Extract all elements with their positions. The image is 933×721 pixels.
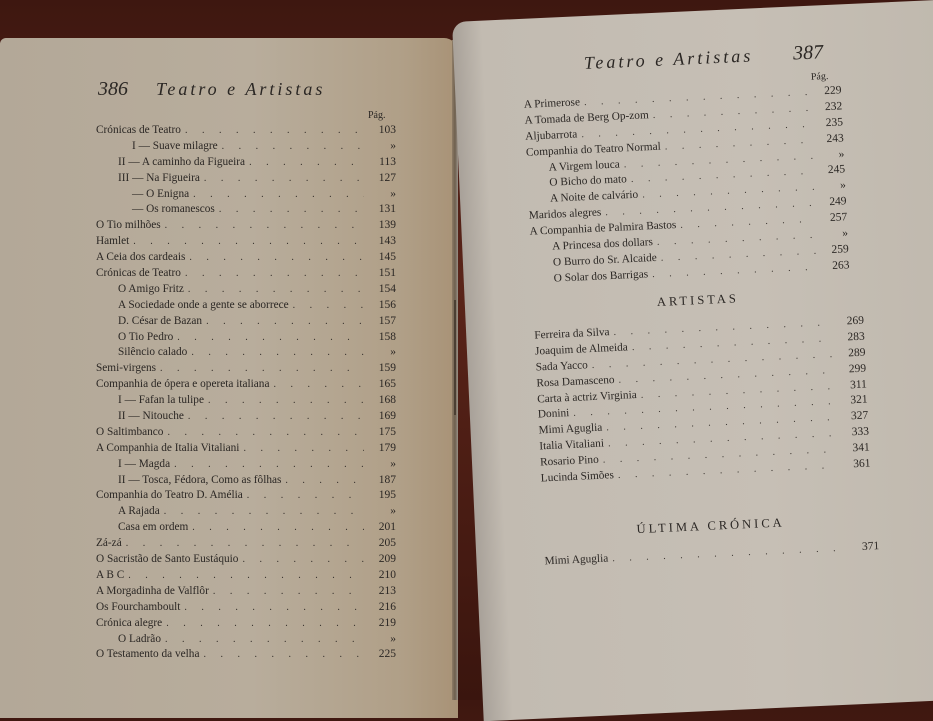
entry-title: A Virgem louca bbox=[548, 158, 620, 174]
entry-title: Mimi Aguglia bbox=[538, 421, 603, 437]
toc-entry bbox=[96, 394, 396, 410]
entry-page: 361 bbox=[852, 457, 871, 471]
running-title: Teatro e Artistas bbox=[583, 45, 754, 74]
toc-entry bbox=[96, 219, 396, 235]
entry-page: 201 bbox=[378, 521, 396, 534]
dot-leader bbox=[185, 125, 364, 136]
entry-page: 299 bbox=[848, 362, 867, 376]
toc-list bbox=[524, 84, 850, 289]
entry-title: Rosa Damasceno bbox=[536, 373, 615, 390]
dot-leader bbox=[249, 157, 364, 168]
toc-entry bbox=[96, 458, 396, 474]
entry-page: 209 bbox=[378, 553, 396, 566]
entry-title: A Noite de calvário bbox=[549, 189, 639, 206]
dot-leader bbox=[188, 284, 364, 295]
entry-title: Semi-virgens bbox=[96, 362, 157, 375]
entry-title: Hamlet bbox=[96, 235, 130, 248]
entry-title: III — Na Figueira bbox=[118, 171, 200, 184]
entry-title: A B C bbox=[96, 568, 125, 581]
entry-page: 269 bbox=[846, 314, 865, 328]
entry-page: 225 bbox=[378, 648, 396, 661]
entry-page: 168 bbox=[378, 394, 396, 407]
dot-leader bbox=[247, 490, 364, 501]
dot-leader bbox=[204, 173, 364, 184]
entry-page: 283 bbox=[847, 330, 865, 344]
toc-entry bbox=[96, 617, 396, 633]
entry-page: 143 bbox=[378, 235, 396, 248]
entry-page: 158 bbox=[378, 330, 396, 343]
pag-label: Pág. bbox=[368, 110, 386, 121]
toc-entry bbox=[96, 633, 396, 649]
entry-page: » bbox=[390, 632, 396, 645]
entry-title: Sada Yacco bbox=[535, 358, 589, 374]
toc-entry bbox=[96, 299, 396, 315]
entry-title: II — Nitouche bbox=[118, 410, 184, 423]
dot-leader bbox=[293, 300, 364, 311]
entry-title: Crónicas de Teatro bbox=[96, 124, 181, 136]
dot-leader bbox=[177, 332, 364, 343]
entry-page: 205 bbox=[378, 537, 396, 550]
dot-leader bbox=[213, 586, 364, 597]
dot-leader bbox=[164, 506, 364, 517]
entry-title: Mimi Aguglia bbox=[544, 552, 609, 568]
entry-page: » bbox=[390, 187, 396, 200]
entry-page: 169 bbox=[378, 410, 396, 423]
entry-page: 257 bbox=[829, 211, 848, 225]
entry-page: 145 bbox=[378, 251, 396, 264]
entry-title: Companhia de ópera e opereta italiana bbox=[96, 378, 270, 391]
entry-page: 113 bbox=[379, 155, 396, 168]
entry-page: 219 bbox=[378, 616, 396, 629]
dot-leader bbox=[612, 543, 848, 565]
dot-leader bbox=[203, 649, 364, 660]
entry-page: 371 bbox=[861, 540, 880, 553]
entry-title: Joaquim de Almeida bbox=[534, 341, 629, 358]
entry-title: O Bicho do mato bbox=[549, 173, 628, 190]
dot-leader bbox=[184, 602, 364, 613]
entry-title: A Rajada bbox=[118, 505, 160, 518]
entry-page: 327 bbox=[850, 409, 869, 423]
toc-entry bbox=[544, 540, 879, 571]
dot-leader bbox=[191, 347, 364, 358]
toc-entry bbox=[96, 331, 396, 347]
toc-entry bbox=[96, 585, 396, 601]
entry-title: Ferreira da Silva bbox=[534, 326, 610, 342]
entry-title: A Ceia dos cardeais bbox=[96, 251, 186, 264]
entry-page: 216 bbox=[378, 600, 396, 613]
toc-entry bbox=[96, 601, 396, 617]
entry-page: 321 bbox=[850, 393, 868, 407]
entry-title: Rosario Pino bbox=[539, 453, 599, 469]
entry-page: 187 bbox=[378, 473, 396, 486]
entry-title: I — Fafan la tulipe bbox=[118, 394, 204, 407]
toc-entry bbox=[96, 505, 396, 521]
entry-page: 249 bbox=[829, 195, 847, 209]
dot-leader bbox=[188, 411, 364, 422]
dot-leader bbox=[206, 316, 364, 327]
page-number: 386 bbox=[98, 78, 128, 100]
dot-leader bbox=[243, 443, 364, 454]
entry-page: 213 bbox=[378, 584, 396, 597]
binding-thread bbox=[454, 300, 456, 415]
toc-entry bbox=[96, 489, 396, 505]
artistas-section bbox=[533, 286, 871, 489]
entry-title: O Tio Pedro bbox=[118, 330, 174, 343]
entry-page: 245 bbox=[827, 163, 846, 177]
toc-entry bbox=[96, 442, 396, 458]
toc-entry bbox=[96, 346, 396, 362]
dot-leader bbox=[165, 220, 364, 231]
dot-leader bbox=[192, 522, 364, 533]
entry-title: O Burro do Sr. Alcaide bbox=[552, 251, 658, 269]
entry-title: — O Enigna bbox=[132, 187, 190, 200]
entry-page: 235 bbox=[825, 116, 844, 129]
entry-title: Donini bbox=[537, 407, 570, 421]
entry-page: » bbox=[390, 457, 396, 470]
entry-title: O Solar dos Barrigas bbox=[553, 268, 649, 285]
entry-title: D. César de Bazan bbox=[118, 314, 203, 327]
entry-page: 103 bbox=[378, 124, 396, 136]
entry-page: » bbox=[839, 179, 847, 192]
toc-list bbox=[96, 124, 396, 664]
entry-page: 154 bbox=[378, 282, 396, 295]
entry-title: I — Suave milagre bbox=[132, 139, 218, 152]
entry-page: 156 bbox=[378, 298, 396, 311]
dot-leader bbox=[174, 459, 364, 470]
dot-leader bbox=[219, 204, 364, 215]
dot-leader bbox=[242, 554, 364, 565]
dot-leader bbox=[222, 141, 364, 152]
entry-title: O Sacristão de Santo Eustáquio bbox=[96, 553, 239, 566]
entry-title: O Ladrão bbox=[118, 632, 161, 645]
entry-page: 259 bbox=[831, 243, 849, 256]
dot-leader bbox=[193, 189, 364, 200]
entry-title: O Testamento da velha bbox=[96, 648, 200, 661]
entry-title: Italia Vitaliani bbox=[539, 437, 605, 453]
entry-title: Silêncio calado bbox=[118, 346, 188, 359]
toc-entry bbox=[96, 537, 396, 553]
right-running-head bbox=[583, 41, 823, 75]
toc-entry bbox=[96, 521, 396, 537]
toc-entry bbox=[96, 553, 396, 569]
entry-title: Lucinda Simões bbox=[540, 469, 615, 485]
entry-title: A Companhia de Italia Vitaliani bbox=[96, 441, 240, 454]
entry-page: 333 bbox=[851, 425, 870, 439]
toc-entry bbox=[96, 362, 396, 378]
entry-title: Maridos alegres bbox=[528, 206, 602, 222]
entry-title: Companhia do Teatro D. Amélia bbox=[96, 489, 243, 502]
entry-title: Carta à actriz Virginia bbox=[536, 388, 637, 406]
dot-leader bbox=[273, 379, 364, 390]
toc-entry bbox=[96, 315, 396, 331]
toc-entry bbox=[96, 156, 396, 172]
left-page bbox=[0, 38, 458, 718]
entry-title: — Os romanescos bbox=[132, 203, 215, 216]
entry-title: Casa em ordem bbox=[118, 521, 189, 534]
entry-page: 263 bbox=[831, 259, 850, 272]
dot-leader bbox=[126, 538, 364, 549]
toc-entry bbox=[96, 426, 396, 442]
ultima-cronica-section bbox=[543, 511, 880, 571]
entry-page: » bbox=[838, 147, 845, 161]
entry-page: 179 bbox=[378, 441, 396, 454]
dot-leader bbox=[160, 363, 364, 374]
toc-entry bbox=[96, 410, 396, 426]
toc-entry bbox=[96, 188, 396, 204]
entry-title: O Saltimbanco bbox=[96, 425, 164, 438]
entry-page: 175 bbox=[378, 425, 396, 438]
entry-title: A Tomada de Berg Op-zom bbox=[524, 109, 649, 127]
entry-page: 127 bbox=[378, 171, 396, 184]
entry-page: 341 bbox=[852, 441, 871, 455]
dot-leader bbox=[208, 395, 364, 406]
entry-title: Zá-zá bbox=[96, 537, 122, 550]
toc-entry bbox=[96, 235, 396, 251]
toc-entry bbox=[96, 172, 396, 188]
entry-page: 311 bbox=[849, 378, 868, 391]
entry-title: A Princesa dos dollars bbox=[552, 236, 654, 253]
entry-page: 157 bbox=[378, 314, 396, 327]
page-number: 387 bbox=[792, 41, 824, 65]
toc-entry bbox=[96, 283, 396, 299]
dot-leader bbox=[128, 570, 364, 581]
right-page bbox=[452, 0, 933, 721]
entry-page: 131 bbox=[378, 203, 396, 216]
entry-title: Crónica alegre bbox=[96, 616, 163, 629]
toc-entry bbox=[96, 267, 396, 283]
toc-entry bbox=[96, 124, 396, 140]
entry-title: Os Fourchamboult bbox=[96, 600, 181, 613]
section-heading: ARTISTAS bbox=[656, 291, 740, 309]
dot-leader bbox=[185, 268, 364, 279]
entry-page: » bbox=[390, 505, 396, 518]
entry-page: 165 bbox=[378, 378, 396, 391]
dot-leader bbox=[285, 475, 364, 486]
entry-page: 151 bbox=[378, 267, 396, 280]
entry-page: 210 bbox=[378, 568, 396, 581]
entry-title: Companhia do Teatro Normal bbox=[525, 140, 661, 159]
entry-title: A Primerose bbox=[523, 96, 581, 111]
entry-title: O Amigo Fritz bbox=[118, 282, 184, 295]
entry-title: Crónicas de Teatro bbox=[96, 267, 181, 280]
dot-leader bbox=[166, 618, 364, 629]
entry-title: A Sociedade onde a gente se aborrece bbox=[118, 298, 289, 311]
entry-page: » bbox=[390, 346, 396, 359]
toc-entry bbox=[96, 203, 396, 219]
entry-page: 139 bbox=[378, 219, 396, 232]
entry-title: II — Tosca, Fédora, Como as fôlhas bbox=[118, 473, 282, 486]
entry-page: 289 bbox=[847, 346, 866, 360]
dot-leader bbox=[189, 252, 364, 263]
section-heading: ÚLTIMA CRÓNICA bbox=[636, 515, 785, 537]
entry-page: 159 bbox=[378, 362, 396, 375]
running-title: Teatro e Artistas bbox=[156, 79, 326, 99]
dot-leader bbox=[167, 427, 364, 438]
entry-page: » bbox=[390, 139, 396, 152]
left-running-head bbox=[98, 78, 325, 101]
entry-title: A Morgadinha de Valflôr bbox=[96, 584, 209, 597]
pag-label: Pág. bbox=[810, 70, 829, 83]
entry-title: II — A caminho da Figueira bbox=[118, 155, 246, 168]
entry-page: 229 bbox=[823, 84, 842, 98]
dot-leader bbox=[133, 236, 364, 247]
entry-page: 232 bbox=[824, 100, 843, 114]
entry-page: 195 bbox=[378, 489, 396, 502]
dot-leader bbox=[165, 634, 364, 645]
entry-title: O Tio milhões bbox=[96, 219, 161, 232]
entry-title: Aljubarrota bbox=[525, 128, 578, 143]
entry-title: I — Magda bbox=[118, 457, 171, 470]
toc-entry bbox=[96, 378, 396, 394]
entry-page: 243 bbox=[826, 132, 844, 145]
entry-page: » bbox=[841, 227, 849, 240]
toc-entry bbox=[96, 648, 396, 664]
toc-entry bbox=[96, 474, 396, 490]
toc-entry bbox=[96, 251, 396, 267]
entry-title: A Companhia de Palmira Bastos bbox=[529, 219, 677, 238]
toc-entry bbox=[96, 569, 396, 585]
toc-entry bbox=[96, 140, 396, 156]
